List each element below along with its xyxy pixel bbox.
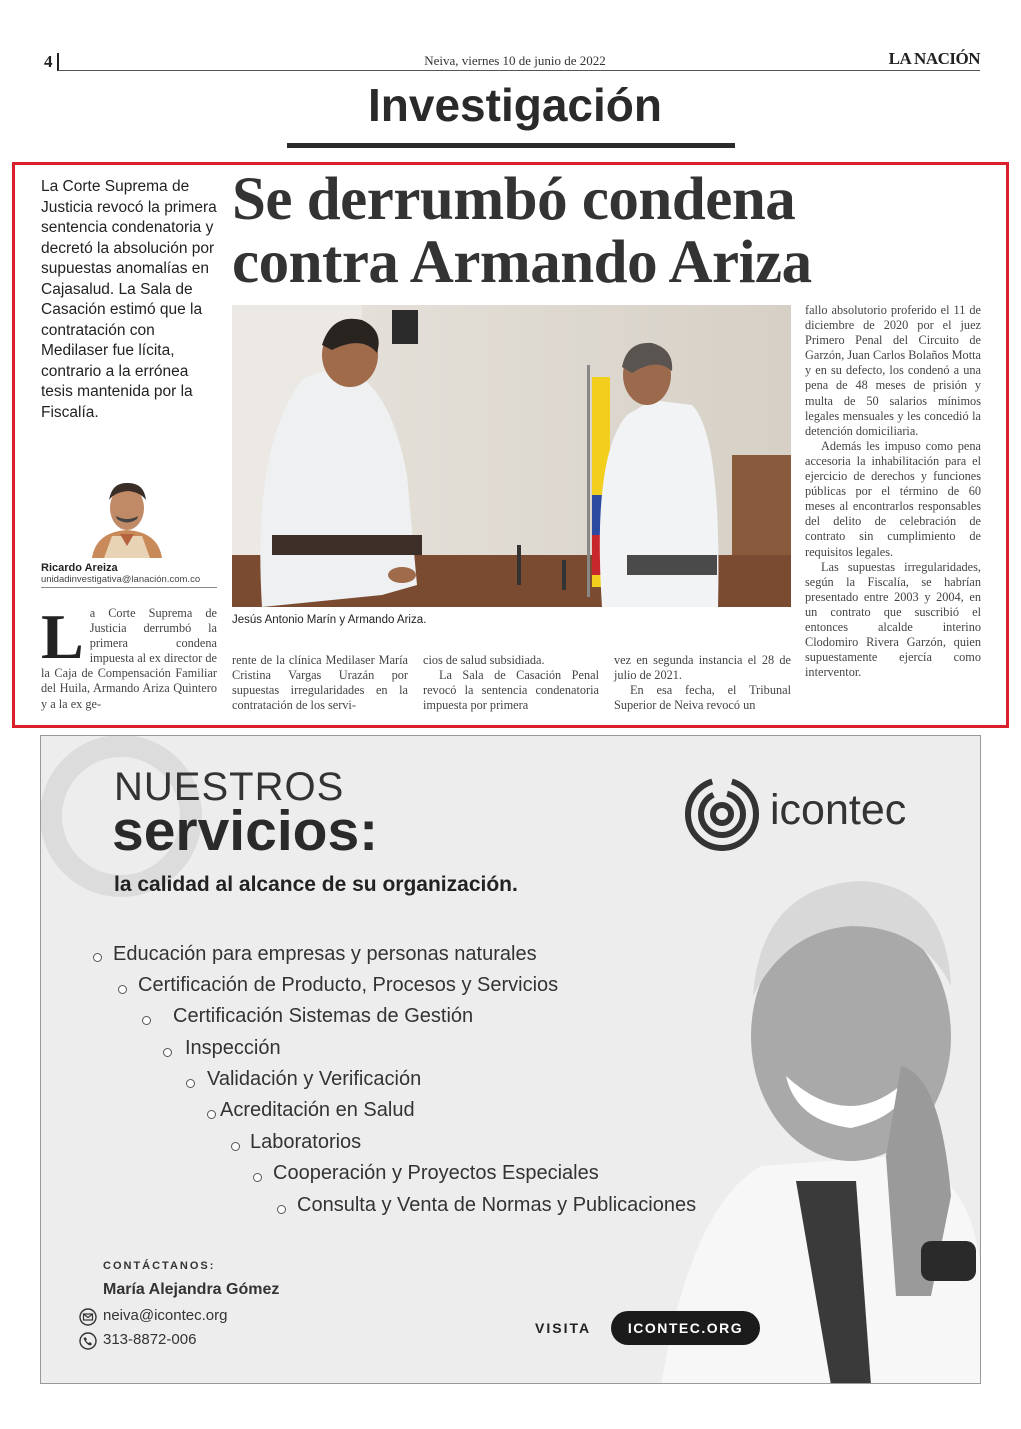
icontec-logo-icon [684, 776, 760, 852]
article-column-5 [805, 303, 981, 680]
bullet-dot-icon [277, 1205, 286, 1214]
article-column-3 [423, 653, 599, 713]
contact-email[interactable]: neiva@icontec.org [103, 1307, 228, 1324]
visit-label: VISITA [535, 1320, 592, 1336]
newspaper-logo: LA NACIÓN [888, 49, 980, 68]
article-photo [232, 305, 791, 607]
author-email[interactable]: unidadinvestigativa@lanación.com.co [41, 574, 201, 585]
email-icon [79, 1308, 97, 1326]
ad-title-light: NUESTROS [114, 765, 345, 809]
dateline: Neiva, viernes 10 de junio de 2022 [424, 53, 606, 68]
contact-phone[interactable]: 313-8872-006 [103, 1331, 197, 1348]
article-text: a Corte Suprema de Justicia derrumbó la primera condena impuesta al ex director de la Caja de Compensación Familiar del Huila, Armando Ariza Quintero y a la ex ge- [41, 606, 217, 711]
phone-icon [79, 1332, 97, 1350]
author-rule [41, 587, 217, 588]
website-button[interactable]: ICONTEC.ORG [611, 1311, 760, 1345]
service-item: Acreditación en Salud [220, 1099, 415, 1121]
bullet-dot-icon [207, 1110, 216, 1119]
article-headline: Se derrumbó condena contra Armando Ariza [232, 166, 812, 296]
contact-name: María Alejandra Gómez [103, 1281, 280, 1298]
bullet-dot-icon [253, 1173, 262, 1182]
article-paragraph: fallo absolutorio proferido el 11 de diciembre de 2020 por el juez Primero Penal del Circuito de Garzón, Juan Carlos Bolaños Motta y en su defecto, los condenó a una pena de 48 meses de prisión y multa de 50 salarios mínimos legales mensuales y les concedió la detención domiciliaria. [805, 303, 981, 438]
service-item: Certificación de Producto, Procesos y Servicios [138, 974, 559, 996]
article-column-2 [232, 653, 408, 713]
service-item: Laboratorios [250, 1131, 362, 1153]
bullet-dot-icon [163, 1048, 172, 1057]
ad-tagline: la calidad al alcance de su organización. [114, 873, 518, 896]
service-item: Cooperación y Proyectos Especiales [273, 1162, 599, 1184]
page-number-bar [57, 53, 59, 71]
bullet-dot-icon [142, 1016, 151, 1025]
author-name: Ricardo Areiza [41, 562, 118, 574]
article-paragraph: Además les impuso como pena accesoria la inhabilitación para el ejercicio de derechos y funciones públicas por el término de 60 meses al encontrarlos responsables del delito de celebración de contrato sin cumplimiento de requisitos legales. [805, 438, 981, 559]
service-item: Certificación Sistemas de Gestión [173, 1005, 474, 1027]
bullet-dot-icon [186, 1079, 195, 1088]
ad-title-bold: servicios: [112, 799, 379, 863]
article-paragraph: La Sala de Casación Penal revocó la sentencia condenatoria impuesta por primera [423, 668, 599, 713]
article-paragraph: vez en segunda instancia el 28 de julio de 2021. [614, 653, 791, 683]
page-number: 4 [44, 52, 53, 71]
bullet-dot-icon [118, 985, 127, 994]
section-rule [287, 143, 735, 148]
section-title: Investigación [368, 79, 662, 131]
photo-caption: Jesús Antonio Marín y Armando Ariza. [232, 614, 427, 626]
article-lead: La Corte Suprema de Justicia revocó la primera sentencia condenatoria y decretó la absolución por supuestas anomalías en Cajasalud. La Sala de Casación estimó que la contratación con Medilaser fue lícita, contrario a la errónea tesis mantenida por la Fiscalía. [41, 178, 217, 421]
article-paragraph: cios de salud subsidiada. [423, 653, 545, 667]
contact-title: CONTÁCTANOS: [103, 1260, 216, 1272]
icontec-logo-text: icontec [770, 786, 907, 834]
article-paragraph: rente de la clínica Medilaser María Cristina Vargas Urazán por supuestas irregularidades en la contratación de los servi- [232, 653, 408, 713]
service-item: Educación para empresas y personas naturales [113, 943, 537, 965]
article-paragraph: En esa fecha, el Tribunal Superior de Neiva revocó un [614, 683, 791, 713]
header-rule [58, 70, 980, 71]
article-column-1 [41, 601, 217, 712]
author-photo [90, 474, 164, 558]
article-column-4 [614, 653, 791, 713]
dropcap: L [41, 601, 84, 672]
service-item: Consulta y Venta de Normas y Publicaciones [297, 1194, 697, 1216]
bullet-dot-icon [93, 953, 102, 962]
service-item: Inspección [185, 1037, 281, 1059]
article-paragraph: Las supuestas irregularidades, según la Fiscalía, se habrían presentado entre 2003 y 2004, en un contrato que suscribió el entonces alcalde interino Clodomiro Rivera Garzón, quien supuestamente ejercía como interventor. [805, 559, 981, 680]
bullet-dot-icon [231, 1142, 240, 1151]
service-item: Validación y Verificación [207, 1068, 422, 1090]
